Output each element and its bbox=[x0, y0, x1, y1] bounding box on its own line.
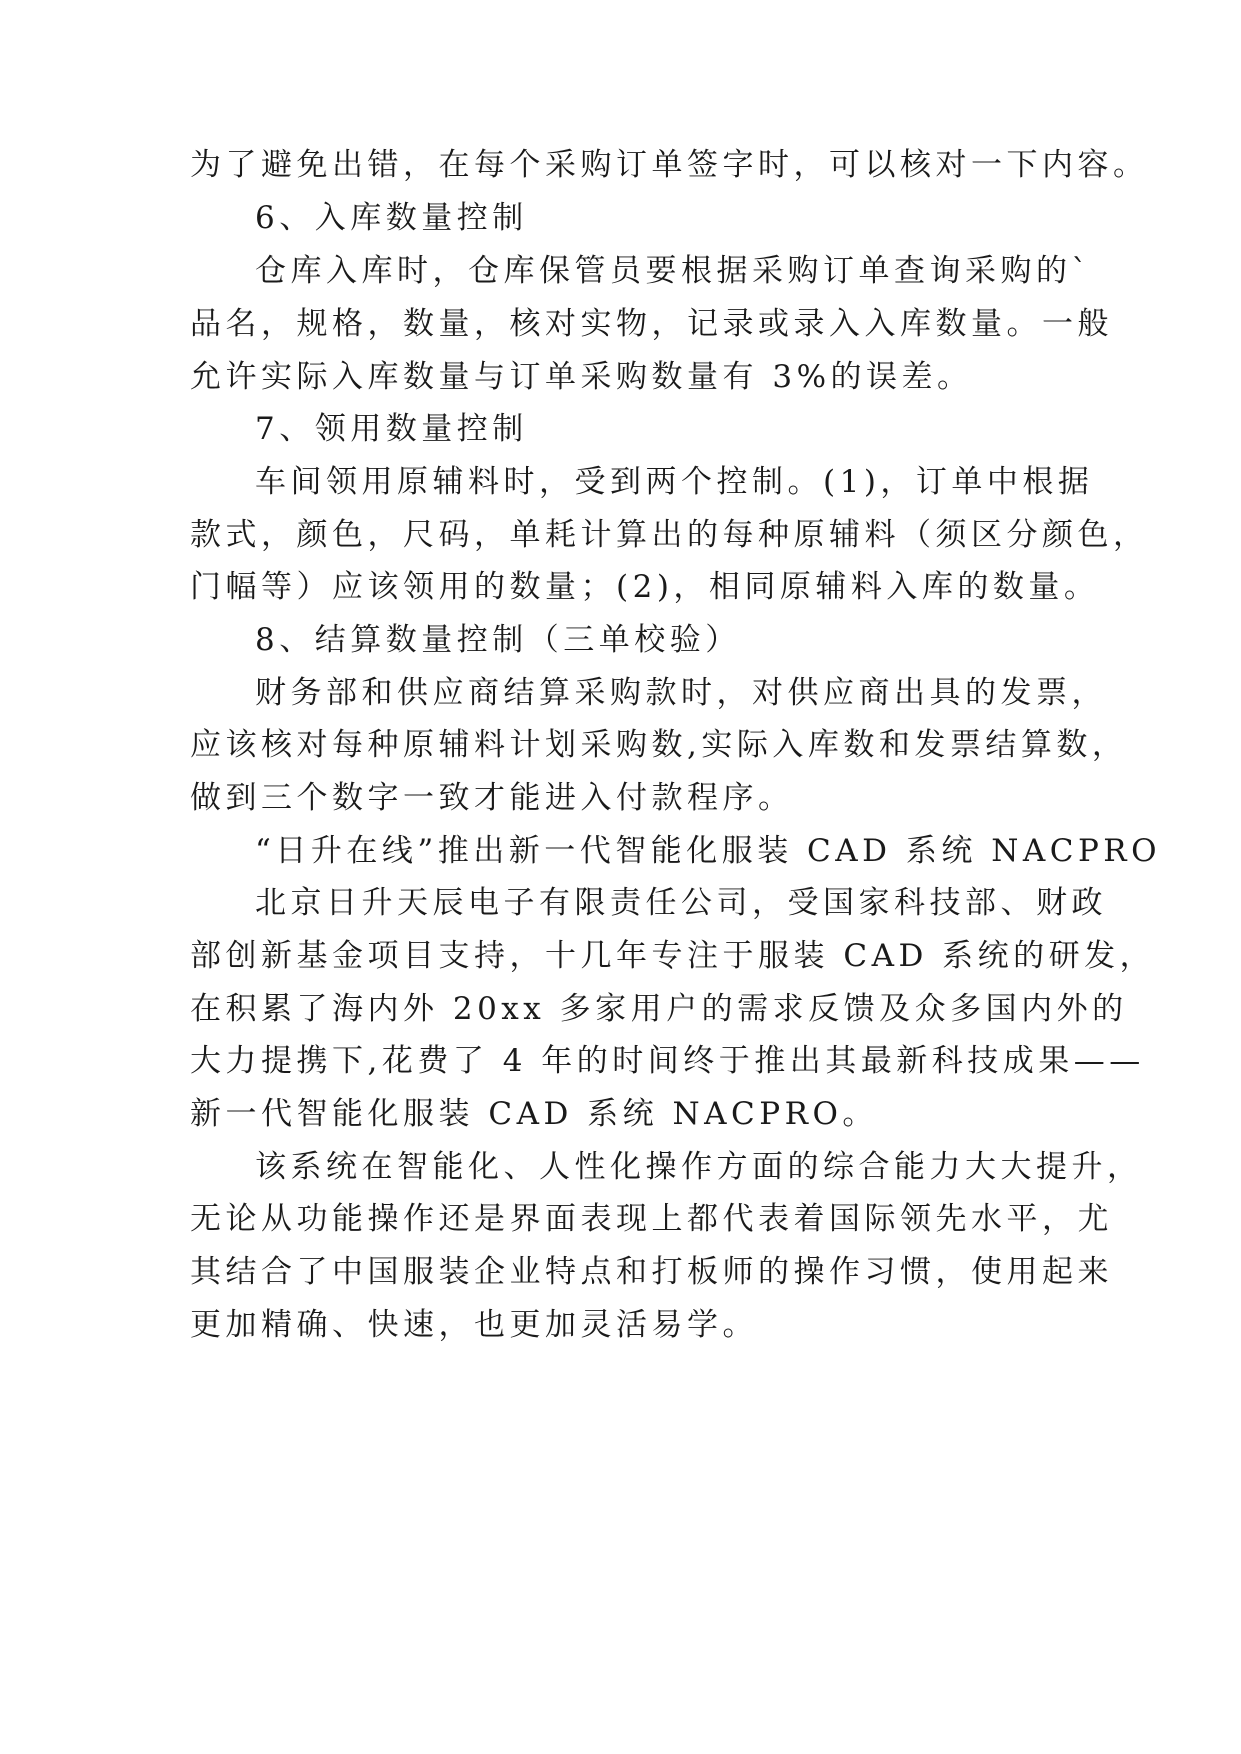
text-line: 应该核对每种原辅料计划采购数,实际入库数和发票结算数， bbox=[190, 727, 1128, 763]
text-line: 品名，规格，数量，核对实物，记录或录入入库数量。一般 bbox=[190, 306, 1113, 342]
text-line: 款式，颜色，尺码，单耗计算出的每种原辅料（须区分颜色， bbox=[190, 517, 1149, 553]
text-line: 其结合了中国服装企业特点和打板师的操作习惯，使用起来 bbox=[190, 1254, 1113, 1290]
article-title: “日升在线”推出新一代智能化服装 CAD 系统 NACPRO bbox=[255, 833, 1162, 869]
text-line: 北京日升天辰电子有限责任公司，受国家科技部、财政 bbox=[255, 885, 1107, 921]
text-line: 大力提携下,花费了 4 年的时间终于推出其最新科技成果—— bbox=[190, 1043, 1145, 1079]
text-line: 该系统在智能化、人性化操作方面的综合能力大大提升， bbox=[255, 1149, 1143, 1185]
section-heading: 6、入库数量控制 bbox=[255, 200, 528, 236]
section-heading: 7、领用数量控制 bbox=[255, 411, 528, 447]
section-heading: 8、结算数量控制（三单校验） bbox=[255, 622, 741, 658]
text-line: 门幅等）应该领用的数量；(2)，相同原辅料入库的数量。 bbox=[190, 569, 1100, 605]
text-line: 财务部和供应商结算采购款时，对供应商出具的发票， bbox=[255, 675, 1107, 711]
text-line: 做到三个数字一致才能进入付款程序。 bbox=[190, 780, 794, 816]
text-line: 更加精确、快速，也更加灵活易学。 bbox=[190, 1307, 758, 1343]
text-line: 无论从功能操作还是界面表现上都代表着国际领先水平，尤 bbox=[190, 1201, 1113, 1237]
text-line: 仓库入库时，仓库保管员要根据采购订单查询采购的` bbox=[255, 253, 1092, 289]
text-line: 在积累了海内外 20xx 多家用户的需求反馈及众多国内外的 bbox=[190, 991, 1128, 1027]
text-line: 新一代智能化服装 CAD 系统 NACPRO。 bbox=[190, 1096, 878, 1132]
text-line: 为了避免出错，在每个采购订单签字时，可以核对一下内容。 bbox=[190, 147, 1149, 183]
text-line: 部创新基金项目支持，十几年专注于服装 CAD 系统的研发， bbox=[190, 938, 1156, 974]
text-line: 车间领用原辅料时，受到两个控制。(1)，订单中根据 bbox=[255, 464, 1094, 500]
text-line: 允许实际入库数量与订单采购数量有 3%的误差。 bbox=[190, 359, 973, 395]
